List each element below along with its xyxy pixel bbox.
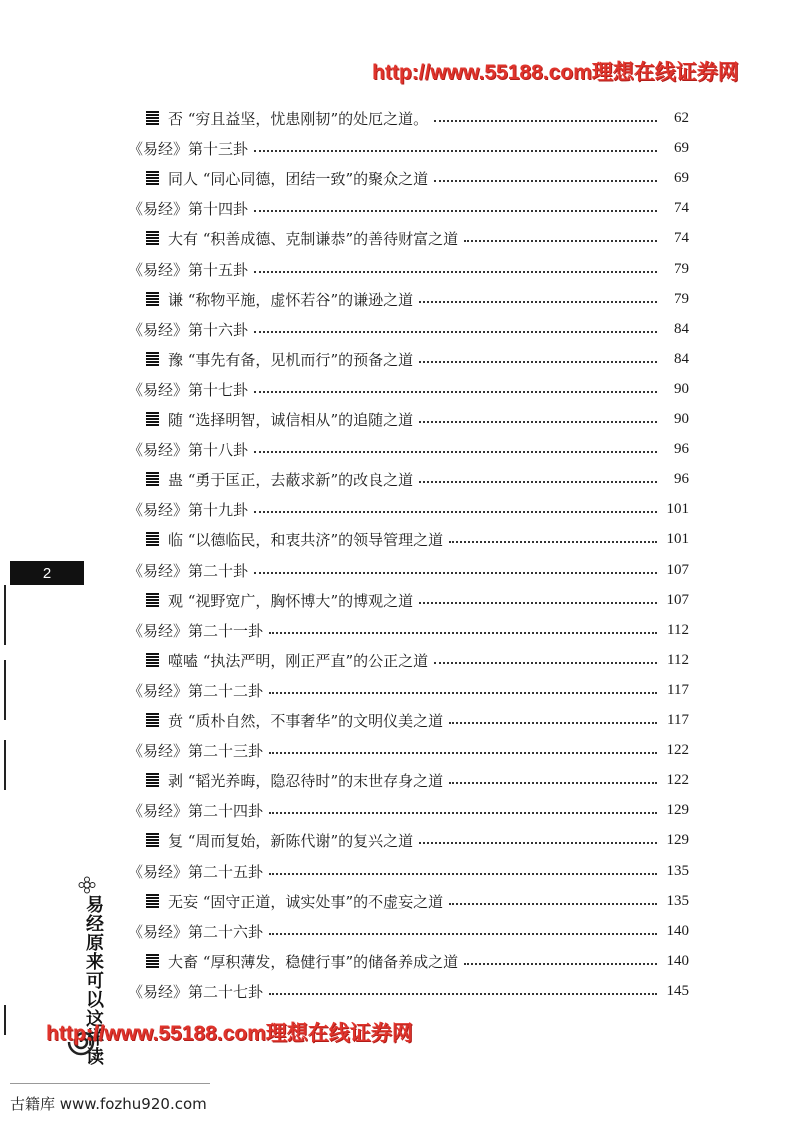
toc-entry-title: 蛊 “勇于匡正，去蔽求新”的改良之道	[168, 470, 414, 489]
leader-dots	[419, 359, 657, 363]
leader-dots	[254, 449, 657, 453]
toc-chapter-row[interactable]	[128, 436, 689, 462]
toc-entry-page: 135	[666, 862, 689, 879]
toc-section-row[interactable]	[146, 286, 689, 312]
toc-entry-title: 《易经》第二十五卦	[128, 862, 264, 881]
toc-section-row[interactable]	[146, 888, 689, 914]
toc-entry-title: 《易经》第十三卦	[128, 139, 249, 158]
hexagram-icon	[146, 532, 159, 546]
hexagram-icon	[146, 593, 159, 607]
toc-entry-page: 140	[666, 952, 689, 969]
leader-dots	[254, 570, 657, 574]
leader-dots	[434, 660, 657, 664]
toc-section-row[interactable]	[146, 225, 689, 251]
leader-dots	[269, 871, 657, 875]
leader-dots	[254, 269, 657, 273]
leader-dots	[449, 901, 657, 905]
toc-section-row[interactable]	[146, 587, 689, 613]
toc-entry-title: 豫 “事先有备，见机而行”的预备之道	[168, 350, 414, 369]
toc-entry-title: 《易经》第二十四卦	[128, 801, 264, 820]
toc-entry-page: 69	[674, 169, 689, 186]
hexagram-icon	[146, 472, 159, 486]
leader-dots	[434, 118, 657, 122]
leader-dots	[269, 810, 657, 814]
page-number: 2	[10, 561, 84, 585]
watermark-top: http://www.55188.com理想在线证券网	[372, 61, 739, 84]
hexagram-icon	[146, 894, 159, 908]
toc-entry-title: 《易经》第十九卦	[128, 500, 249, 519]
toc-entry-title: 噬嗑 “执法严明，刚正严直”的公正之道	[168, 651, 429, 670]
toc-entry-title: 《易经》第十六卦	[128, 320, 249, 339]
toc-section-row[interactable]	[146, 346, 689, 372]
leader-dots	[269, 690, 657, 694]
leader-dots	[419, 419, 657, 423]
toc-entry-page: 107	[666, 561, 689, 578]
toc-section-row[interactable]	[146, 466, 689, 492]
margin-rule	[4, 585, 6, 645]
hexagram-icon	[146, 833, 159, 847]
toc-chapter-row[interactable]	[128, 496, 689, 522]
toc-chapter-row[interactable]	[128, 677, 689, 703]
book-title-vertical: 易经原来可以这样读	[83, 895, 104, 1066]
toc-chapter-row[interactable]	[128, 797, 689, 823]
margin-rule	[4, 740, 6, 790]
footer-credit: 古籍库 www.fozhu920.com	[10, 1095, 207, 1113]
toc-entry-title: 随 “选择明智，诚信相从”的追随之道	[168, 410, 414, 429]
flower-icon	[78, 876, 96, 894]
leader-dots	[449, 780, 657, 784]
toc-chapter-row[interactable]	[128, 256, 689, 282]
toc-chapter-row[interactable]	[128, 135, 689, 161]
toc-entry-page: 101	[666, 500, 689, 517]
toc-chapter-row[interactable]	[128, 737, 689, 763]
toc-entry-page: 122	[666, 771, 689, 788]
toc-entry-title: 剥 “韬光养晦，隐忍待时”的末世存身之道	[168, 771, 444, 790]
toc-entry-page: 117	[667, 681, 689, 698]
hexagram-icon	[146, 713, 159, 727]
toc-entry-page: 140	[666, 922, 689, 939]
leader-dots	[269, 991, 657, 995]
hexagram-icon	[146, 954, 159, 968]
watermark-bottom: http://www.55188.com理想在线证券网	[46, 1022, 413, 1045]
toc-entry-page: 84	[674, 320, 689, 337]
toc-entry-page: 74	[674, 229, 689, 246]
leader-dots	[254, 509, 657, 513]
toc-entry-title: 《易经》第十七卦	[128, 380, 249, 399]
leader-dots	[434, 178, 657, 182]
leader-dots	[419, 299, 657, 303]
hexagram-icon	[146, 412, 159, 426]
leader-dots	[419, 840, 657, 844]
toc-section-row[interactable]	[146, 827, 689, 853]
toc-entry-page: 84	[674, 350, 689, 367]
toc-entry-title: 《易经》第二十卦	[128, 561, 249, 580]
toc-section-row[interactable]	[146, 767, 689, 793]
hexagram-icon	[146, 231, 159, 245]
toc-entry-page: 117	[667, 711, 689, 728]
toc-entry-page: 107	[666, 591, 689, 608]
toc-entry-page: 62	[674, 109, 689, 126]
leader-dots	[449, 539, 657, 543]
toc-section-row[interactable]	[146, 105, 689, 131]
toc-entry-title: 《易经》第十五卦	[128, 260, 249, 279]
toc-entry-page: 90	[674, 410, 689, 427]
hexagram-icon	[146, 111, 159, 125]
hexagram-icon	[146, 292, 159, 306]
toc-entry-title: 大畜 “厚积薄发，稳健行事”的储备养成之道	[168, 952, 459, 971]
margin-rule	[4, 660, 6, 720]
toc-entry-title: 《易经》第二十一卦	[128, 621, 264, 640]
toc-entry-page: 135	[666, 892, 689, 909]
leader-dots	[269, 750, 657, 754]
toc-entry-title: 《易经》第二十二卦	[128, 681, 264, 700]
toc-entry-title: 贲 “质朴自然，不事奢华”的文明仪美之道	[168, 711, 444, 730]
toc-entry-page: 90	[674, 380, 689, 397]
toc-entry-title: 《易经》第十八卦	[128, 440, 249, 459]
toc-entry-title: 《易经》第二十三卦	[128, 741, 264, 760]
toc-chapter-row[interactable]	[128, 918, 689, 944]
toc-entry-page: 112	[667, 621, 689, 638]
toc-entry-page: 101	[666, 530, 689, 547]
toc-chapter-row[interactable]	[128, 858, 689, 884]
leader-dots	[419, 600, 657, 604]
leader-dots	[254, 389, 657, 393]
toc-entry-page: 112	[667, 651, 689, 668]
leader-dots	[254, 208, 657, 212]
toc-entry-title: 无妄 “固守正道，诚实处事”的不虚妄之道	[168, 892, 444, 911]
toc-chapter-row[interactable]	[128, 376, 689, 402]
toc-entry-title: 《易经》第二十六卦	[128, 922, 264, 941]
leader-dots	[269, 931, 657, 935]
margin-rule	[4, 1005, 6, 1035]
footer-divider	[10, 1083, 210, 1084]
toc-section-row[interactable]	[146, 165, 689, 191]
toc-entry-page: 79	[674, 260, 689, 277]
toc-entry-page: 129	[666, 831, 689, 848]
leader-dots	[464, 238, 657, 242]
toc-entry-page: 79	[674, 290, 689, 307]
toc-entry-page: 129	[666, 801, 689, 818]
toc-entry-title: 《易经》第十四卦	[128, 199, 249, 218]
toc-chapter-row[interactable]	[128, 316, 689, 342]
leader-dots	[254, 329, 657, 333]
toc-entry-title: 《易经》第二十七卦	[128, 982, 264, 1001]
leader-dots	[269, 630, 657, 634]
hexagram-icon	[146, 773, 159, 787]
leader-dots	[449, 720, 657, 724]
leader-dots	[254, 148, 657, 152]
toc-chapter-row[interactable]	[128, 978, 689, 1004]
hexagram-icon	[146, 653, 159, 667]
toc-section-row[interactable]	[146, 526, 689, 552]
toc-entry-title: 大有 “积善成德、克制谦恭”的善待财富之道	[168, 229, 459, 248]
toc-chapter-row[interactable]	[128, 557, 689, 583]
toc-entry-title: 临 “以德临民，和衷共济”的领导管理之道	[168, 530, 444, 549]
toc-chapter-row[interactable]	[128, 617, 689, 643]
hexagram-icon	[146, 352, 159, 366]
toc-section-row[interactable]	[146, 707, 689, 733]
toc-entry-title: 观 “视野宽广，胸怀博大”的博观之道	[168, 591, 414, 610]
toc-entry-title: 否 “穷且益坚，忧患刚韧”的处厄之道。	[168, 109, 429, 128]
leader-dots	[464, 961, 657, 965]
toc-entry-title: 复 “周而复始，新陈代谢”的复兴之道	[168, 831, 414, 850]
hexagram-icon	[146, 171, 159, 185]
leader-dots	[419, 479, 657, 483]
toc-section-row[interactable]	[146, 948, 689, 974]
toc-entry-page: 69	[674, 139, 689, 156]
toc-entry-title: 谦 “称物平施，虚怀若谷”的谦逊之道	[168, 290, 414, 309]
toc-entry-page: 145	[666, 982, 689, 999]
toc-entry-page: 96	[674, 470, 689, 487]
toc-chapter-row[interactable]	[128, 195, 689, 221]
toc-entry-title: 同人 “同心同德，团结一致”的聚众之道	[168, 169, 429, 188]
toc-section-row[interactable]	[146, 406, 689, 432]
toc-entry-page: 96	[674, 440, 689, 457]
toc-section-row[interactable]	[146, 647, 689, 673]
toc-entry-page: 74	[674, 199, 689, 216]
toc-entry-page: 122	[666, 741, 689, 758]
